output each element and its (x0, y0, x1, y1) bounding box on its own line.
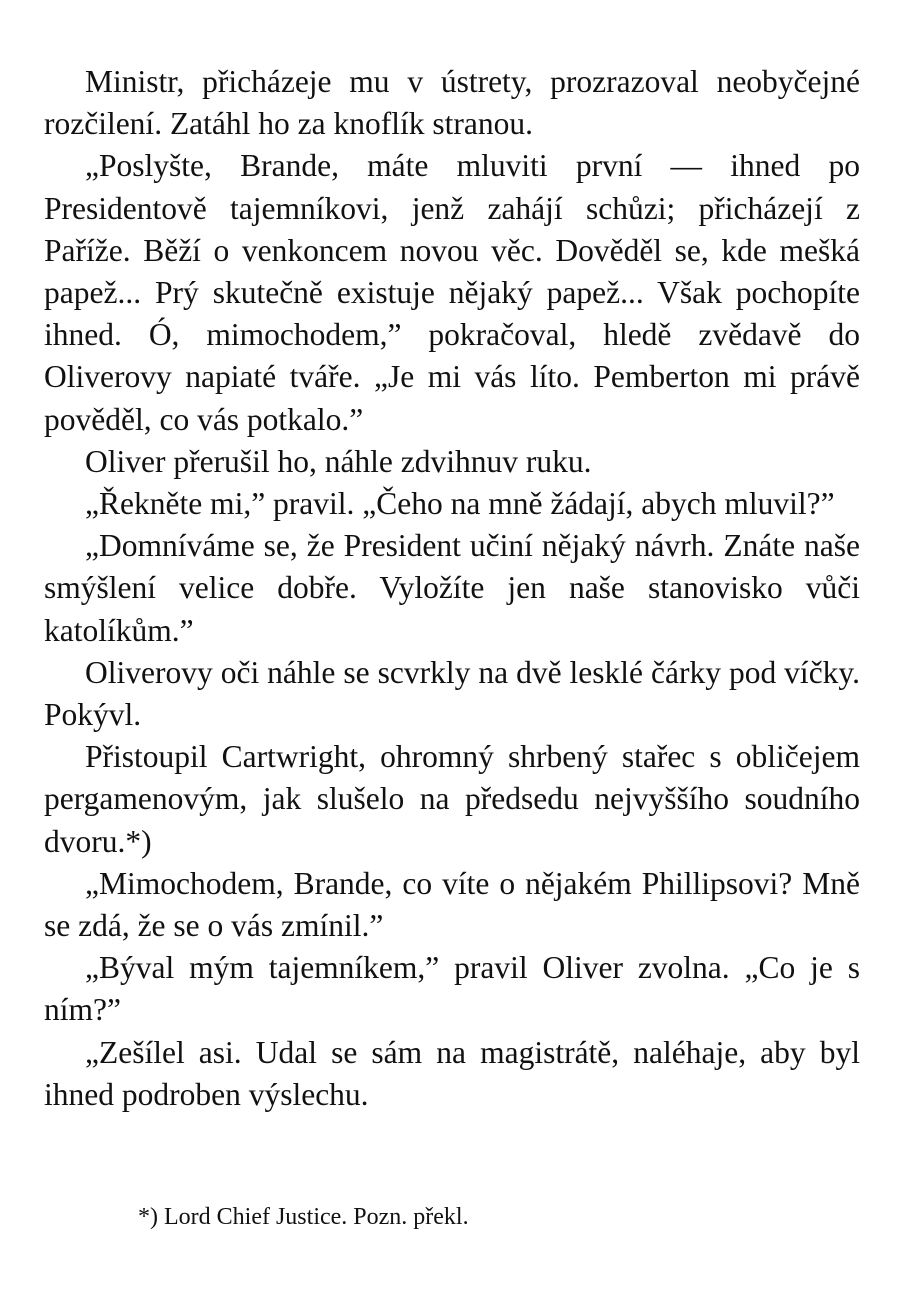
paragraph-7: Přistoupil Cartwright, ohromný shrbený stařec s obličejem pergamenovým, jak slušelo na předsedu nejvyššího soudního dvoru.*) (44, 739, 860, 859)
paragraph-3: Oliver přerušil ho, náhle zdvihnuv ruku. (85, 443, 592, 479)
paragraph-4: „Řekněte mi,” pravil. „Čeho na mně žádají, abych mluvil?” (85, 486, 835, 522)
paragraph-2: „Poslyšte, Brande, máte mluviti první — ihned po Presidentově tajemníkovi, jenž zahájí schůzi; přicházejí z Paříže. Běží o venkoncem novou věc. Dověděl se, kde mešká papež... Prý skutečně existuje nějaký papež... Však pochopíte ihned. Ó, mimochodem,” pokračoval, hledě zvědavě do Oliverovy napiaté tváře. „Je mi vás líto. Pemberton mi právě pověděl, co vás potkalo.” (44, 148, 860, 437)
paragraph-9: „Býval mým tajemníkem,” pravil Oliver zvolna. „Co je s ním?” (44, 950, 860, 1028)
book-page-text (44, 61, 860, 1116)
paragraph-1: Ministr, přicházeje mu v ústrety, prozrazoval neobyčejné rozčilení. Zatáhl ho za knoflík stranou. (44, 64, 860, 142)
paragraph-5: „Domníváme se, že President učiní nějaký návrh. Znáte naše smýšlení velice dobře. Vyložíte jen naše stanovisko vůči katolíkům.” (44, 528, 860, 648)
footnote: *) Lord Chief Justice. Pozn. překl. (138, 1204, 469, 1230)
paragraph-10: „Zešílel asi. Udal se sám na magistrátě, naléhaje, aby byl ihned podroben výslechu. (44, 1034, 860, 1112)
paragraph-6: Oliverovy oči náhle se scvrkly na dvě lesklé čárky pod víčky. Pokývl. (44, 654, 860, 733)
paragraph-8: „Mimochodem, Brande, co víte o nějakém Phillipsovi? Mně se zdá, že se o vás zmínil.” (44, 865, 860, 944)
